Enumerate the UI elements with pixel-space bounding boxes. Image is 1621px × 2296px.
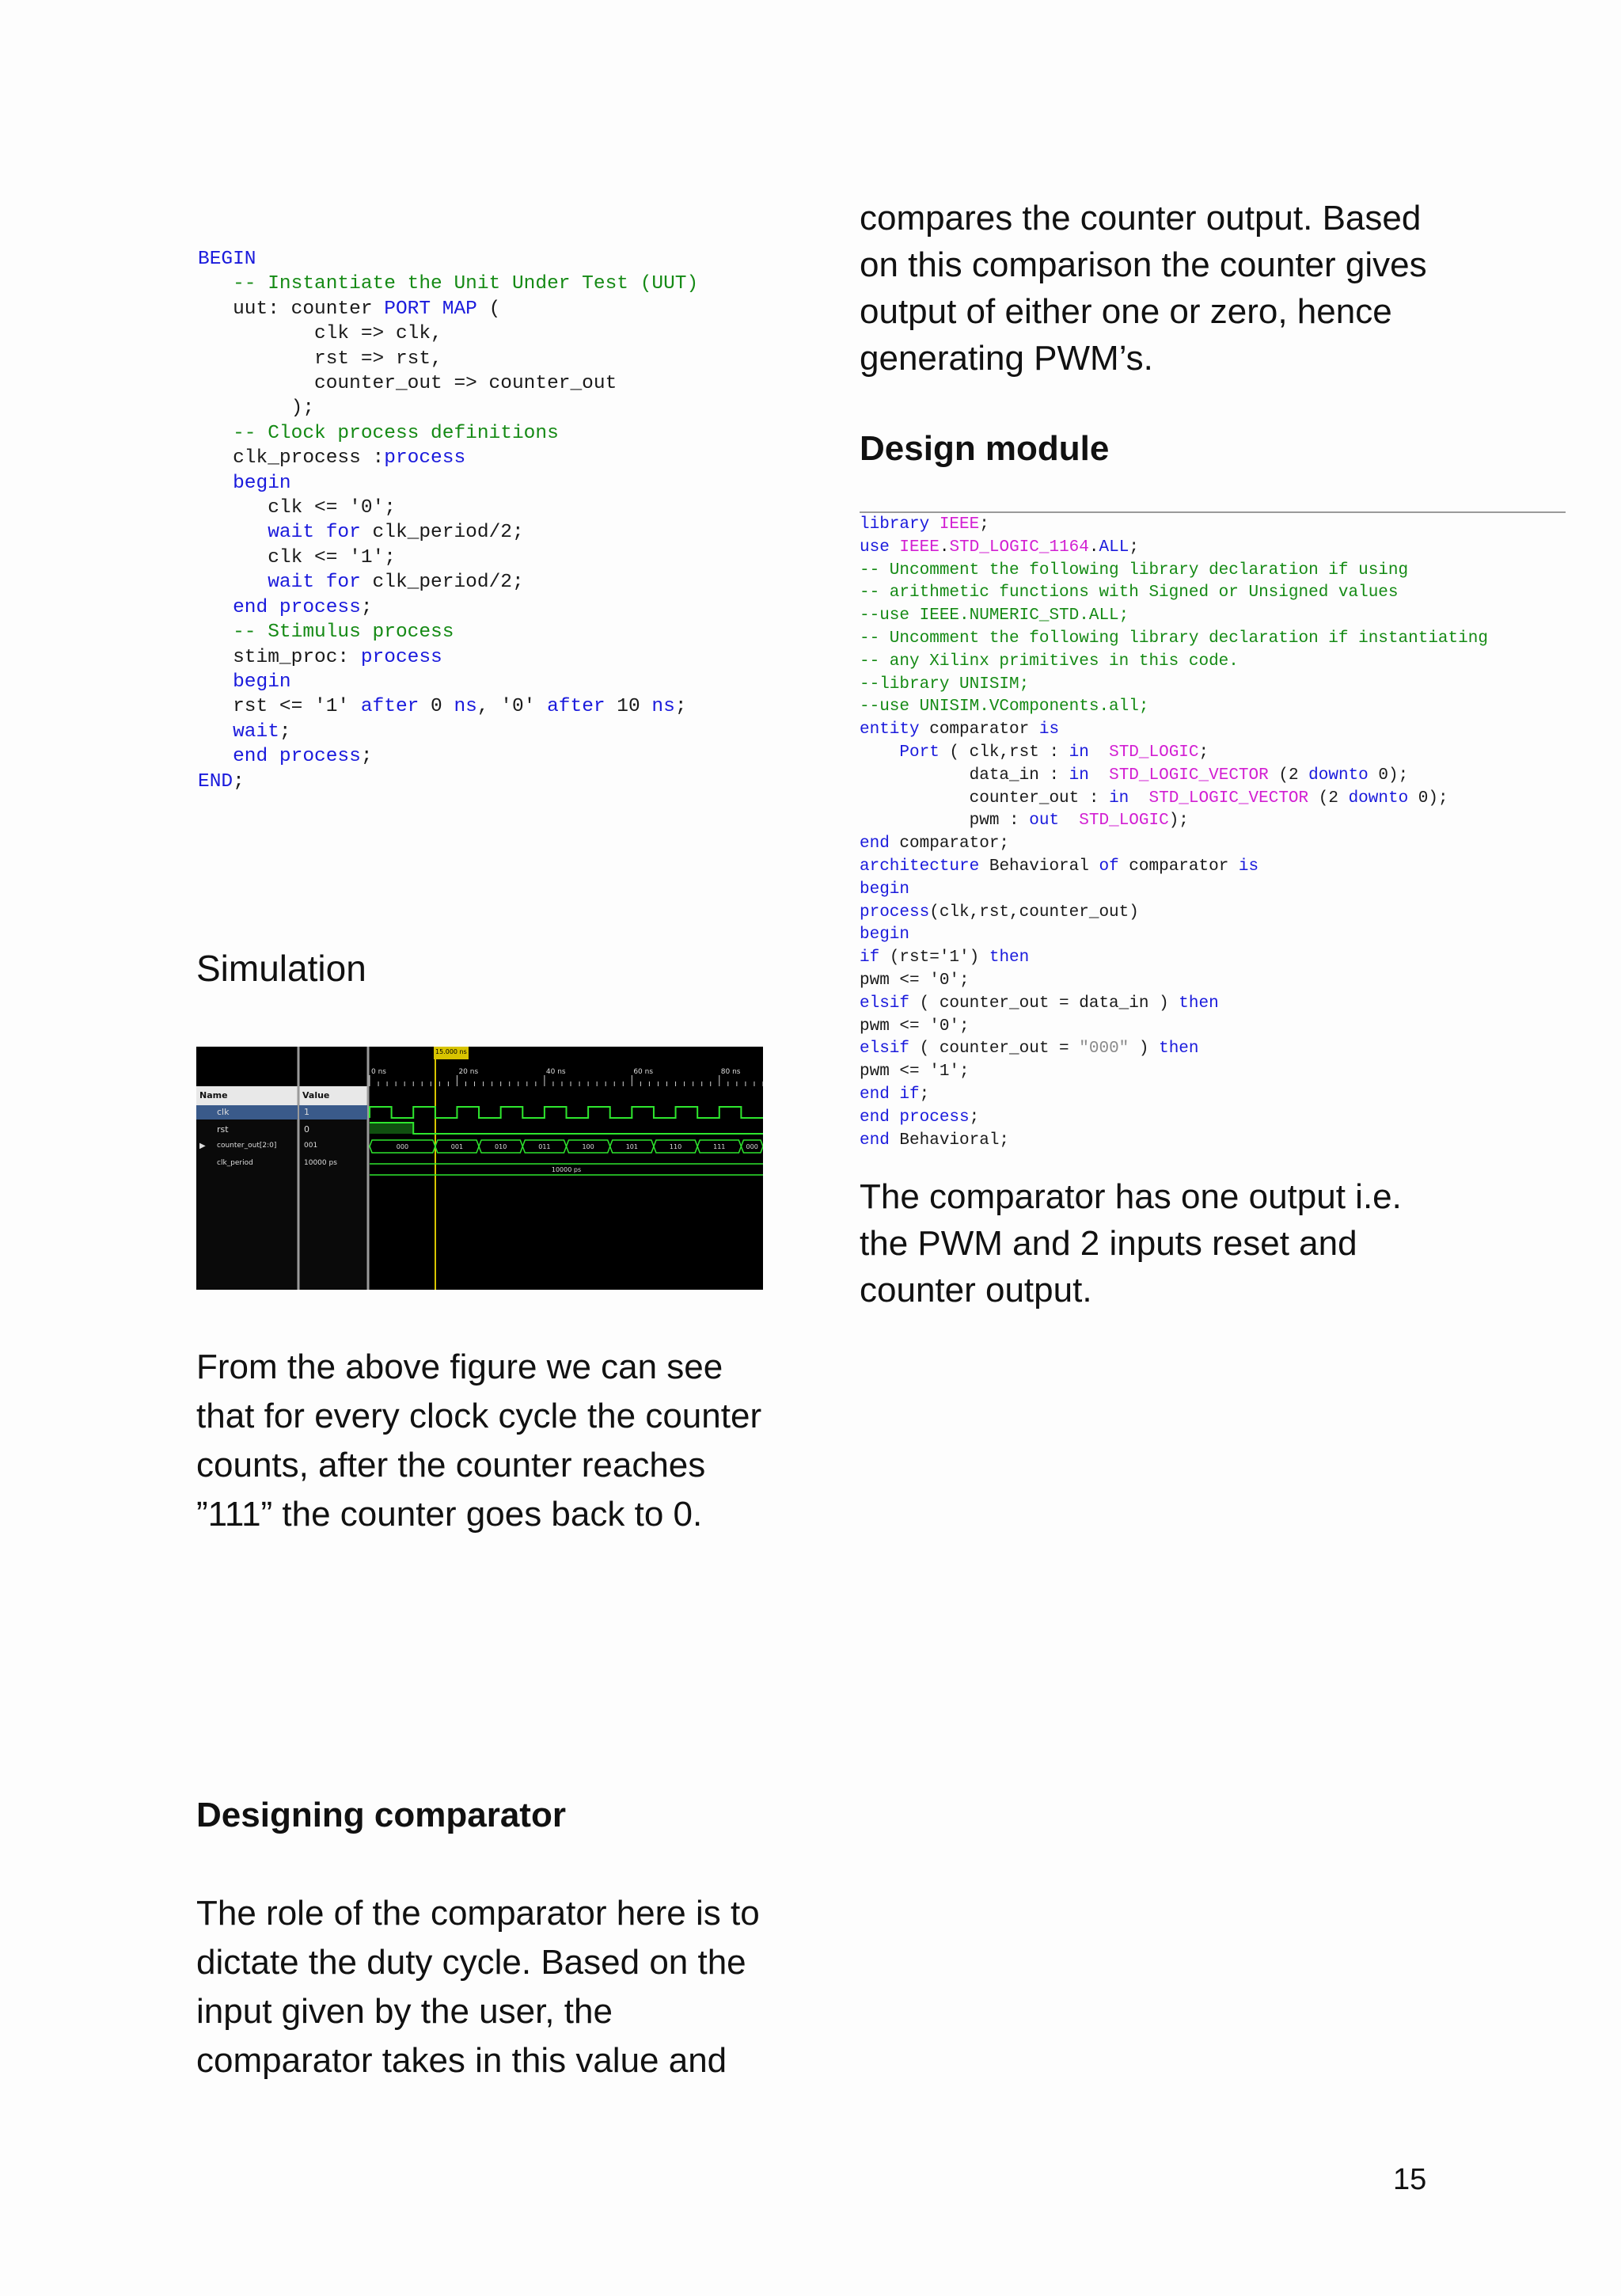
comparator-code-token: in — [1069, 743, 1089, 762]
comparator-code-token: STD_LOGIC_1164 — [949, 538, 1089, 557]
para-figure-explanation: From the above figure we can see that for every clock cycle the counter counts, after the counter reaches ”111” the counter goes back to 0. — [196, 1348, 762, 1534]
comparator-code-token: IEEE — [899, 538, 940, 557]
comparator-code-token: ; — [969, 1108, 980, 1127]
comparator-code-line — [860, 923, 1566, 946]
comparator-code-token: ; — [919, 1085, 930, 1104]
testbench-code-line — [198, 670, 698, 694]
comparator-code-token: data_in : — [860, 766, 1069, 785]
comparator-code-token: out — [1029, 812, 1060, 831]
comparator-code-token: if — [860, 948, 880, 967]
comparator-code-token: is — [1238, 857, 1259, 876]
comparator-code-token: Behavioral — [979, 857, 1099, 876]
signal-name-clk[interactable]: clk — [217, 1107, 230, 1117]
comparator-code-token: end process — [860, 1108, 970, 1127]
ruler-label: 60 ns — [633, 1068, 654, 1076]
testbench-code-token: uut: counter — [198, 298, 385, 320]
counter-bus-value: 110 — [669, 1143, 682, 1150]
signal-name-rst[interactable]: rst — [217, 1124, 229, 1135]
testbench-code-line — [198, 620, 698, 644]
comparator-code-token: begin — [860, 880, 910, 899]
testbench-code-line — [198, 272, 698, 296]
testbench-code-token: clk_process : — [198, 447, 385, 469]
testbench-code-token: clk <= '1'; — [198, 546, 396, 568]
signal-value-counter-out: 001 — [304, 1142, 318, 1150]
comparator-code-token: use — [860, 538, 890, 557]
testbench-code-token: counter_out => counter_out — [198, 373, 617, 395]
comparator-code-line — [860, 809, 1566, 832]
testbench-code-token: process — [384, 447, 466, 469]
signal-value-clk: 1 — [304, 1107, 309, 1117]
testbench-code-line — [198, 421, 698, 446]
comparator-code-token: elsif — [860, 994, 910, 1013]
comparator-code-token: STD_LOGIC_VECTOR — [1148, 789, 1309, 808]
comparator-code-token: . — [939, 538, 950, 557]
comparator-code-token: is — [1038, 720, 1060, 739]
testbench-code-line — [198, 770, 698, 794]
signal-value-clk-period: 10000 ps — [304, 1159, 337, 1167]
testbench-code-line — [198, 744, 698, 769]
comparator-code-token: then — [1159, 1040, 1199, 1059]
comparator-code-token: ( counter_out = data_in ) — [909, 994, 1179, 1013]
comparator-code-token: --use UNISIM.VComponents.all; — [860, 698, 1149, 717]
testbench-code-token: clk <= '0'; — [198, 497, 396, 519]
comparator-code-token: architecture — [860, 857, 980, 876]
testbench-code-token: rst => rst, — [198, 348, 442, 370]
comparator-code-token: -- Uncomment the following library declaration if using — [860, 561, 1409, 580]
ruler-label: 20 ns — [458, 1068, 479, 1076]
testbench-code-token: clk_period/2; — [360, 572, 524, 594]
signal-name-clk-period[interactable]: clk_period — [217, 1159, 253, 1167]
comparator-code-token: . — [1088, 538, 1099, 557]
comparator-code-token: downto — [1308, 766, 1369, 785]
testbench-code-line — [198, 471, 698, 496]
rst-waveform — [370, 1123, 763, 1134]
testbench-code-token: clk => clk, — [198, 323, 442, 345]
testbench-code-token: ; — [360, 746, 373, 768]
waveform-cursor-label[interactable]: 15.000 ns — [435, 1048, 467, 1055]
comparator-code-token — [1089, 766, 1109, 785]
testbench-code-token: wait for — [198, 522, 361, 544]
comparator-code-line — [860, 1129, 1566, 1152]
comparator-code-line — [860, 559, 1566, 582]
page-number: 15 — [1393, 2163, 1427, 2196]
comparator-code-line — [860, 787, 1566, 810]
comparator-code-token: of — [1099, 857, 1119, 876]
signal-name-counter-out[interactable]: counter_out[2:0] — [217, 1142, 277, 1150]
counter-bus-value: 001 — [450, 1143, 464, 1150]
comparator-code-token: -- Uncomment the following library declaration if instantiating — [860, 629, 1488, 648]
testbench-code-token: PORT MAP — [384, 298, 477, 320]
comparator-code-token: entity — [860, 720, 920, 739]
comparator-code-token: Behavioral; — [889, 1131, 1010, 1150]
testbench-code-token: -- Stimulus process — [198, 622, 454, 644]
testbench-code-token: ; — [674, 696, 687, 718]
testbench-code-token: ns — [454, 696, 477, 718]
comparator-code-line — [860, 581, 1566, 604]
comparator-code-line — [860, 969, 1566, 992]
comparator-code-token: end if — [860, 1085, 920, 1104]
testbench-code-line — [198, 520, 698, 545]
comparator-code-token: (rst='1') — [879, 948, 989, 967]
counter-bus-value: 011 — [538, 1143, 551, 1150]
counter-bus-value: 000 — [396, 1143, 409, 1150]
testbench-code-line — [198, 297, 698, 321]
testbench-code-token: ; — [233, 770, 245, 793]
comparator-code-token: ; — [979, 515, 989, 534]
testbench-code-line — [198, 595, 698, 620]
comparator-code-line — [860, 650, 1566, 673]
comparator-code-token: elsif — [860, 1040, 910, 1059]
comparator-code-line — [860, 1083, 1566, 1106]
testbench-code-token: END — [198, 770, 233, 793]
comparator-code-token: ); — [1168, 812, 1189, 831]
comparator-code-token: STD_LOGIC — [1079, 812, 1169, 831]
comparator-code-line — [860, 604, 1566, 627]
comparator-code-token: pwm : — [860, 812, 1030, 831]
ruler-label: 0 ns — [371, 1068, 386, 1076]
counter-bus-value: 000 — [746, 1143, 758, 1150]
comparator-code-token: comparator — [1118, 857, 1239, 876]
testbench-code-token: end process — [198, 596, 361, 618]
counter-bus-value: 010 — [495, 1143, 507, 1150]
ruler-label: 80 ns — [720, 1068, 741, 1076]
testbench-code-token: ; — [279, 720, 291, 743]
ruler-label: 40 ns — [545, 1068, 566, 1076]
testbench-code-token: wait — [198, 720, 279, 743]
testbench-code-token: BEGIN — [198, 249, 256, 270]
comparator-code-line — [860, 741, 1566, 764]
testbench-code-token: after — [360, 696, 419, 718]
testbench-code-token: begin — [198, 472, 291, 494]
testbench-code-token: after — [547, 696, 606, 718]
comparator-code-token: 0); — [1408, 789, 1448, 808]
comparator-code-token: begin — [860, 926, 910, 945]
comparator-code-line — [860, 855, 1566, 878]
comparator-code-token: comparator — [919, 720, 1039, 739]
comparator-code-line — [860, 878, 1566, 901]
testbench-code-token: , '0' — [476, 696, 548, 718]
comparator-code-token: ; — [1198, 743, 1209, 762]
rst-high-fill — [370, 1123, 413, 1134]
comparator-code-line — [860, 1060, 1566, 1083]
comparator-code-token: STD_LOGIC_VECTOR — [1109, 766, 1269, 785]
comparator-code-line — [860, 1037, 1566, 1060]
simulation-waveform — [196, 1047, 763, 1290]
testbench-code-token: ; — [360, 596, 373, 618]
testbench-code-line — [198, 645, 698, 670]
comparator-code-token: (clk,rst,counter_out) — [929, 903, 1139, 922]
comparator-code-token: (2 — [1308, 789, 1349, 808]
testbench-code-line — [198, 247, 698, 272]
testbench-code-token: end process — [198, 746, 361, 768]
comparator-code-token: counter_out : — [860, 789, 1110, 808]
comparator-code-token: pwm <= '0'; — [860, 971, 970, 990]
comparator-code-token — [929, 515, 940, 534]
comparator-code-token: process — [860, 903, 930, 922]
testbench-code-line — [198, 371, 698, 396]
comparator-code-token: -- any Xilinx primitives in this code. — [860, 652, 1239, 671]
heading-design-module: Design module — [860, 429, 1110, 468]
period-bus-value: 10000 ps — [551, 1166, 582, 1173]
testbench-code-line — [198, 446, 698, 470]
comparator-code-token: 0); — [1368, 766, 1409, 785]
heading-designing-comparator: Designing comparator — [196, 1796, 566, 1834]
testbench-code-token: -- Instantiate the Unit Under Test (UUT) — [198, 273, 699, 295]
testbench-code-line — [198, 347, 698, 371]
comparator-code-line — [860, 536, 1566, 559]
comparator-code-line — [860, 901, 1566, 924]
testbench-code-token: ( — [476, 298, 501, 320]
simulation-label: Simulation — [196, 948, 366, 989]
para-compares: compares the counter output. Based on this comparison the counter gives output of either one or zero, hence generating PWM’s. — [860, 199, 1427, 378]
testbench-code-line — [198, 496, 698, 520]
comparator-code-token: (2 — [1268, 766, 1309, 785]
comparator-code-token: in — [1109, 789, 1129, 808]
comparator-code-block — [860, 511, 1566, 1151]
comparator-code-line — [860, 673, 1566, 696]
comparator-code-token: Port — [860, 743, 940, 762]
testbench-code-line — [198, 694, 698, 719]
testbench-code-token: stim_proc: — [198, 646, 361, 668]
comparator-code-token: "000" — [1079, 1040, 1129, 1059]
comparator-code-line — [860, 513, 1566, 536]
comparator-code-token: ( counter_out = — [909, 1040, 1080, 1059]
comparator-code-token — [1089, 743, 1109, 762]
counter-bus-value: 101 — [625, 1143, 638, 1150]
comparator-code-token: pwm <= '1'; — [860, 1062, 970, 1081]
comparator-code-token — [1059, 812, 1079, 830]
comparator-code-token: ALL — [1099, 538, 1129, 557]
comparator-code-token: pwm <= '0'; — [860, 1017, 970, 1036]
comparator-code-token: end — [860, 1131, 890, 1150]
counter-bus-value: 100 — [582, 1143, 594, 1150]
comparator-code-token: in — [1069, 766, 1089, 785]
testbench-code-token: 10 — [605, 696, 652, 718]
comparator-code-line — [860, 695, 1566, 718]
comparator-code-token: then — [989, 948, 1030, 967]
comparator-code-line — [860, 946, 1566, 969]
comparator-code-token: IEEE — [939, 515, 980, 534]
testbench-code-token: begin — [198, 671, 291, 693]
comparator-code-line — [860, 627, 1566, 650]
para-comparator-role: The role of the comparator here is to dictate the duty cycle. Based on the input given by the user, the comparator takes in this value and — [196, 1894, 760, 2080]
comparator-code-line — [860, 832, 1566, 855]
comparator-code-token — [890, 538, 900, 557]
clk-waveform — [370, 1107, 763, 1118]
comparator-code-line — [860, 1106, 1566, 1129]
comparator-code-line — [860, 1015, 1566, 1038]
testbench-code-line — [198, 720, 698, 744]
comparator-code-line — [860, 992, 1566, 1015]
comparator-code-token: ( clk,rst : — [939, 743, 1069, 762]
comparator-code-token — [1129, 789, 1148, 808]
comparator-code-token: ; — [1129, 538, 1139, 557]
signal-expand-icon[interactable]: ▶ — [199, 1142, 206, 1150]
comparator-code-token: STD_LOGIC — [1109, 743, 1199, 762]
waveform-col-value: Value — [302, 1090, 330, 1100]
comparator-code-token: -- arithmetic functions with Signed or Unsigned values — [860, 584, 1399, 603]
testbench-code-block — [198, 247, 698, 794]
comparator-code-token: end — [860, 834, 890, 853]
comparator-code-token: comparator; — [889, 834, 1010, 853]
testbench-code-token: rst <= '1' — [198, 696, 361, 718]
testbench-code-token: -- Clock process definitions — [198, 422, 559, 444]
testbench-code-token: wait for — [198, 572, 361, 594]
comparator-code-line — [860, 764, 1566, 787]
testbench-code-token: clk_period/2; — [360, 522, 524, 544]
comparator-code-token: then — [1179, 994, 1219, 1013]
testbench-code-line — [198, 321, 698, 346]
comparator-code-token: --use IEEE.NUMERIC_STD.ALL; — [860, 606, 1129, 625]
signal-value-rst: 0 — [304, 1124, 309, 1135]
testbench-code-token: ns — [651, 696, 675, 718]
counter-bus-value: 111 — [713, 1143, 726, 1150]
comparator-code-token: ) — [1129, 1040, 1160, 1059]
comparator-code-line — [860, 718, 1566, 741]
para-comparator-io: The comparator has one output i.e. the PWM and 2 inputs reset and counter output. — [860, 1177, 1402, 1310]
testbench-code-line — [198, 570, 698, 595]
comparator-code-token: --library UNISIM; — [860, 675, 1030, 694]
testbench-code-token: 0 — [419, 696, 454, 718]
testbench-code-line — [198, 396, 698, 420]
testbench-code-token: process — [360, 646, 442, 668]
comparator-code-token: library — [860, 515, 930, 534]
testbench-code-token: ); — [198, 397, 315, 420]
comparator-code-token: downto — [1348, 789, 1409, 808]
waveform-col-name: Name — [199, 1090, 228, 1100]
testbench-code-line — [198, 545, 698, 570]
waveform-graphic — [196, 1047, 763, 1290]
